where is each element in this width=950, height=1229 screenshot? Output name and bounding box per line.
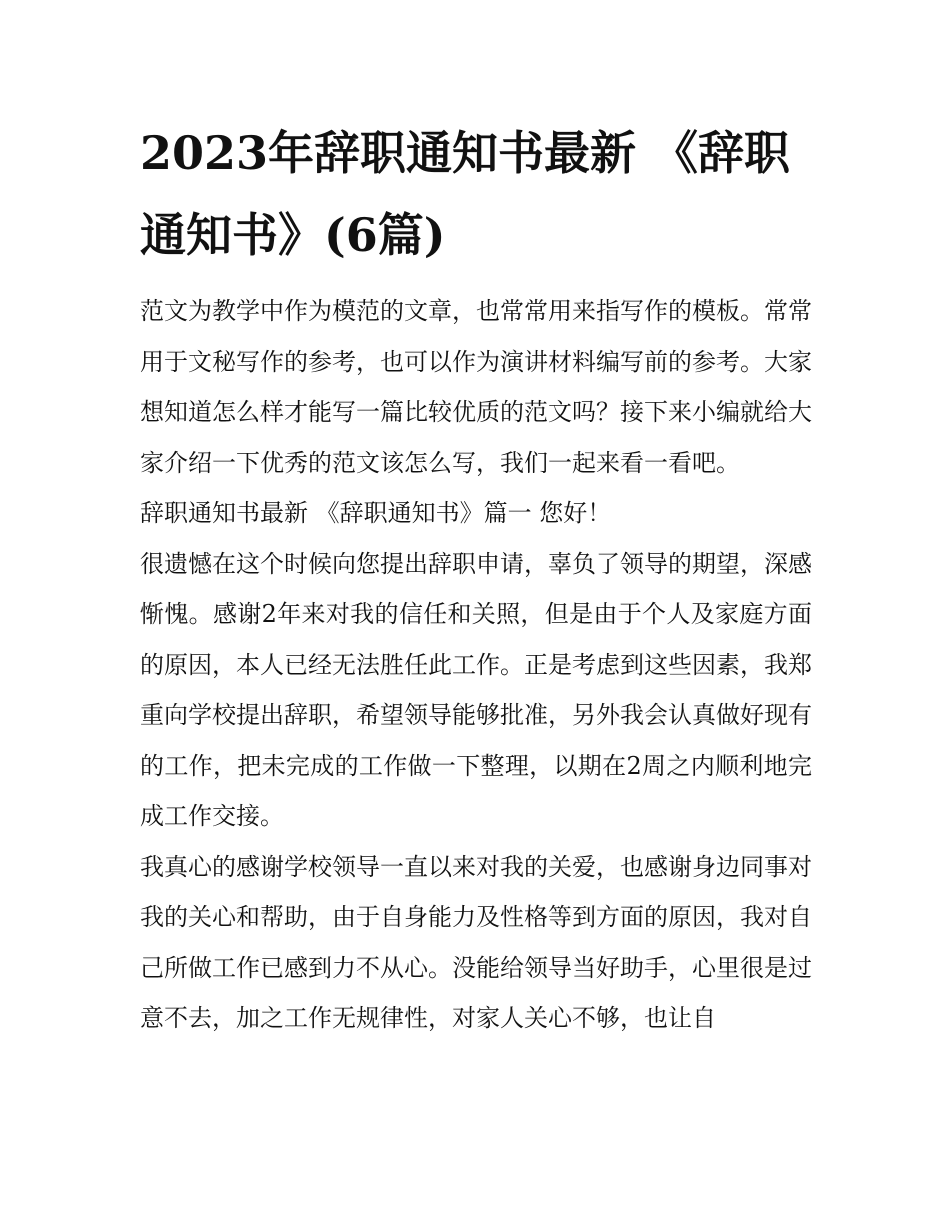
document-page — [140, 112, 812, 1044]
paragraph-gratitude: 我真心的感谢学校领导一直以来对我的关爱，也感谢身边同事对我的关心和帮助，由于自身能力及性格等到方面的原因，我对自己所做工作已感到力不从心。没能给领导当好助手，心里很是过意不去，加之工作无规律性，对家人关心不够，也让自 — [140, 852, 812, 1032]
paragraph-heading: 辞职通知书最新 《辞职通知书》篇一 您好！ — [140, 499, 612, 527]
document-body — [140, 286, 812, 1044]
paragraph-intro: 范文为教学中作为模范的文章，也常常用来指写作的模板。常常用于文秘写作的参考，也可以作为演讲材料编写前的参考。大家想知道怎么样才能写一篇比较优质的范文吗？接下来小编就给大家介绍一下优秀的范文该怎么写，我们一起来看一看吧。 — [140, 297, 812, 477]
paragraph-resignation: 很遗憾在这个时候向您提出辞职申请，辜负了领导的期望，深感惭愧。感谢2年来对我的信任和关照，但是由于个人及家庭方面的原因，本人已经无法胜任此工作。正是考虑到这些因素，我郑重向学校提出辞职，希望领导能够批准，另外我会认真做好现有的工作，把未完成的工作做一下整理，以期在2周之内顺利地完成工作交接。 — [140, 549, 812, 830]
document-title: 2023年辞职通知书最新 《辞职通知书》(6篇) — [140, 126, 791, 262]
